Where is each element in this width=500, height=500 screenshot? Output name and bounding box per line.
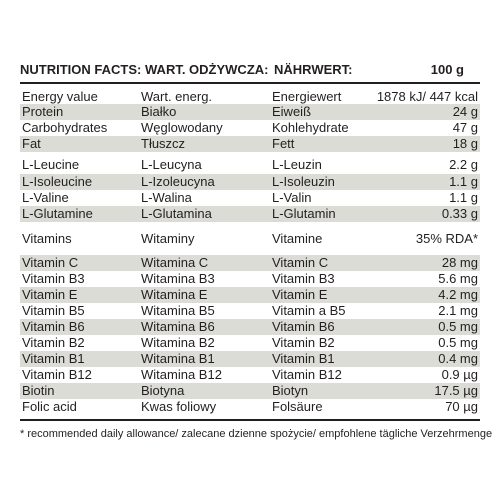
polish-label: L-Leucyna bbox=[141, 157, 202, 172]
english-label: Vitamin B2 bbox=[22, 335, 85, 350]
german-label: Vitamin a B5 bbox=[272, 303, 346, 318]
german-label: Kohlehydrate bbox=[272, 120, 349, 135]
table-row bbox=[20, 271, 480, 287]
german-label: L-Valin bbox=[272, 190, 312, 205]
table-row bbox=[20, 351, 480, 367]
german-label: Vitamin B3 bbox=[272, 271, 335, 286]
table-row bbox=[20, 89, 480, 105]
table-row bbox=[20, 104, 480, 120]
header-nutrition-facts: NUTRITION FACTS: bbox=[20, 62, 142, 77]
german-label: Vitamin B1 bbox=[272, 351, 335, 366]
table-row bbox=[20, 255, 480, 271]
english-label: Vitamin B6 bbox=[22, 319, 85, 334]
english-label: L-Glutamine bbox=[22, 206, 93, 221]
polish-label: Witamina B2 bbox=[141, 335, 215, 350]
english-label: L-Leucine bbox=[22, 157, 80, 172]
english-label: Vitamin B5 bbox=[22, 303, 85, 318]
table-row bbox=[20, 367, 480, 383]
german-label: Vitamin C bbox=[272, 255, 329, 270]
polish-label: Tłuszcz bbox=[141, 136, 186, 151]
german-label: Eiweiß bbox=[272, 104, 312, 119]
value-cell: 24 g bbox=[452, 104, 478, 119]
value-cell: 1.1 g bbox=[449, 190, 478, 205]
german-label: Vitamin E bbox=[272, 287, 328, 302]
english-label: Fat bbox=[22, 136, 41, 151]
table-header bbox=[20, 60, 480, 80]
polish-label: Witamina B12 bbox=[141, 367, 222, 382]
value-cell: 0.9 µg bbox=[441, 367, 478, 382]
polish-label: Węglowodany bbox=[141, 120, 223, 135]
value-cell: 1.1 g bbox=[449, 174, 478, 189]
value-cell: 18 g bbox=[452, 136, 478, 151]
value-cell: 0.33 g bbox=[441, 206, 478, 221]
value-cell: 28 mg bbox=[441, 255, 478, 270]
polish-label: Witaminy bbox=[141, 231, 195, 246]
polish-label: Białko bbox=[141, 104, 177, 119]
value-cell: 0.5 mg bbox=[438, 335, 478, 350]
german-label: Vitamine bbox=[272, 231, 323, 246]
english-label: Vitamin B1 bbox=[22, 351, 85, 366]
german-label: Vitamin B6 bbox=[272, 319, 335, 334]
german-label: Vitamin B2 bbox=[272, 335, 335, 350]
english-label: Vitamin C bbox=[22, 255, 79, 270]
table-row bbox=[20, 231, 480, 247]
english-label: Vitamin E bbox=[22, 287, 78, 302]
polish-label: Witamina C bbox=[141, 255, 209, 270]
value-cell: 4.2 mg bbox=[438, 287, 478, 302]
polish-label: Witamina B3 bbox=[141, 271, 215, 286]
table-row bbox=[20, 174, 480, 190]
header-wart-odzywcza: WART. ODŻYWCZA: bbox=[145, 62, 269, 77]
value-cell: 70 µg bbox=[445, 399, 478, 414]
english-label: Energy value bbox=[22, 89, 98, 104]
table-row bbox=[20, 335, 480, 351]
english-label: Vitamins bbox=[22, 231, 72, 246]
table-row bbox=[20, 120, 480, 136]
value-cell: 47 g bbox=[452, 120, 478, 135]
polish-label: Witamina B1 bbox=[141, 351, 215, 366]
table-row bbox=[20, 383, 480, 399]
english-label: Biotin bbox=[22, 383, 55, 398]
german-label: Folsäure bbox=[272, 399, 323, 414]
table-row bbox=[20, 190, 480, 206]
table-row bbox=[20, 399, 480, 415]
value-cell: 17.5 µg bbox=[434, 383, 478, 398]
header-divider bbox=[20, 82, 480, 84]
value-cell: 2.2 g bbox=[449, 157, 478, 172]
table-row bbox=[20, 287, 480, 303]
header-nahrwert: NÄHRWERT: bbox=[274, 62, 353, 77]
english-label: L-Valine bbox=[22, 190, 69, 205]
german-label: L-Isoleuzin bbox=[272, 174, 335, 189]
english-label: Carbohydrates bbox=[22, 120, 108, 135]
value-cell: 5.6 mg bbox=[438, 271, 478, 286]
german-label: L-Leuzin bbox=[272, 157, 322, 172]
table-row bbox=[20, 157, 480, 173]
english-label: L-Isoleucine bbox=[22, 174, 93, 189]
polish-label: Witamina E bbox=[141, 287, 208, 302]
german-label: Fett bbox=[272, 136, 295, 151]
table-row bbox=[20, 136, 480, 152]
english-label: Vitamin B12 bbox=[22, 367, 92, 382]
polish-label: Witamina B5 bbox=[141, 303, 215, 318]
value-cell: 0.5 mg bbox=[438, 319, 478, 334]
polish-label: L-Izoleucyna bbox=[141, 174, 215, 189]
german-label: Biotyn bbox=[272, 383, 309, 398]
polish-label: Witamina B6 bbox=[141, 319, 215, 334]
footer-divider bbox=[20, 419, 480, 421]
table-row bbox=[20, 206, 480, 222]
table-row bbox=[20, 303, 480, 319]
polish-label: L-Walina bbox=[141, 190, 192, 205]
footnote: * recommended daily allowance/ zalecane dzienne spożycie/ empfohlene tägliche Verzehrmenge bbox=[20, 428, 493, 440]
english-label: Protein bbox=[22, 104, 64, 119]
polish-label: Kwas foliowy bbox=[141, 399, 217, 414]
table-row bbox=[20, 319, 480, 335]
english-label: Folic acid bbox=[22, 399, 77, 414]
value-cell: 35% RDA* bbox=[415, 231, 478, 246]
header-per-100g: 100 g bbox=[430, 62, 464, 77]
value-cell: 0.4 mg bbox=[438, 351, 478, 366]
value-cell: 2.1 mg bbox=[438, 303, 478, 318]
german-label: L-Glutamin bbox=[272, 206, 336, 221]
polish-label: L-Glutamina bbox=[141, 206, 212, 221]
english-label: Vitamin B3 bbox=[22, 271, 85, 286]
value-cell: 1878 kJ/ 447 kcal bbox=[376, 89, 478, 104]
polish-label: Biotyna bbox=[141, 383, 185, 398]
polish-label: Wart. energ. bbox=[141, 89, 213, 104]
german-label: Energiewert bbox=[272, 89, 342, 104]
german-label: Vitamin B12 bbox=[272, 367, 342, 382]
